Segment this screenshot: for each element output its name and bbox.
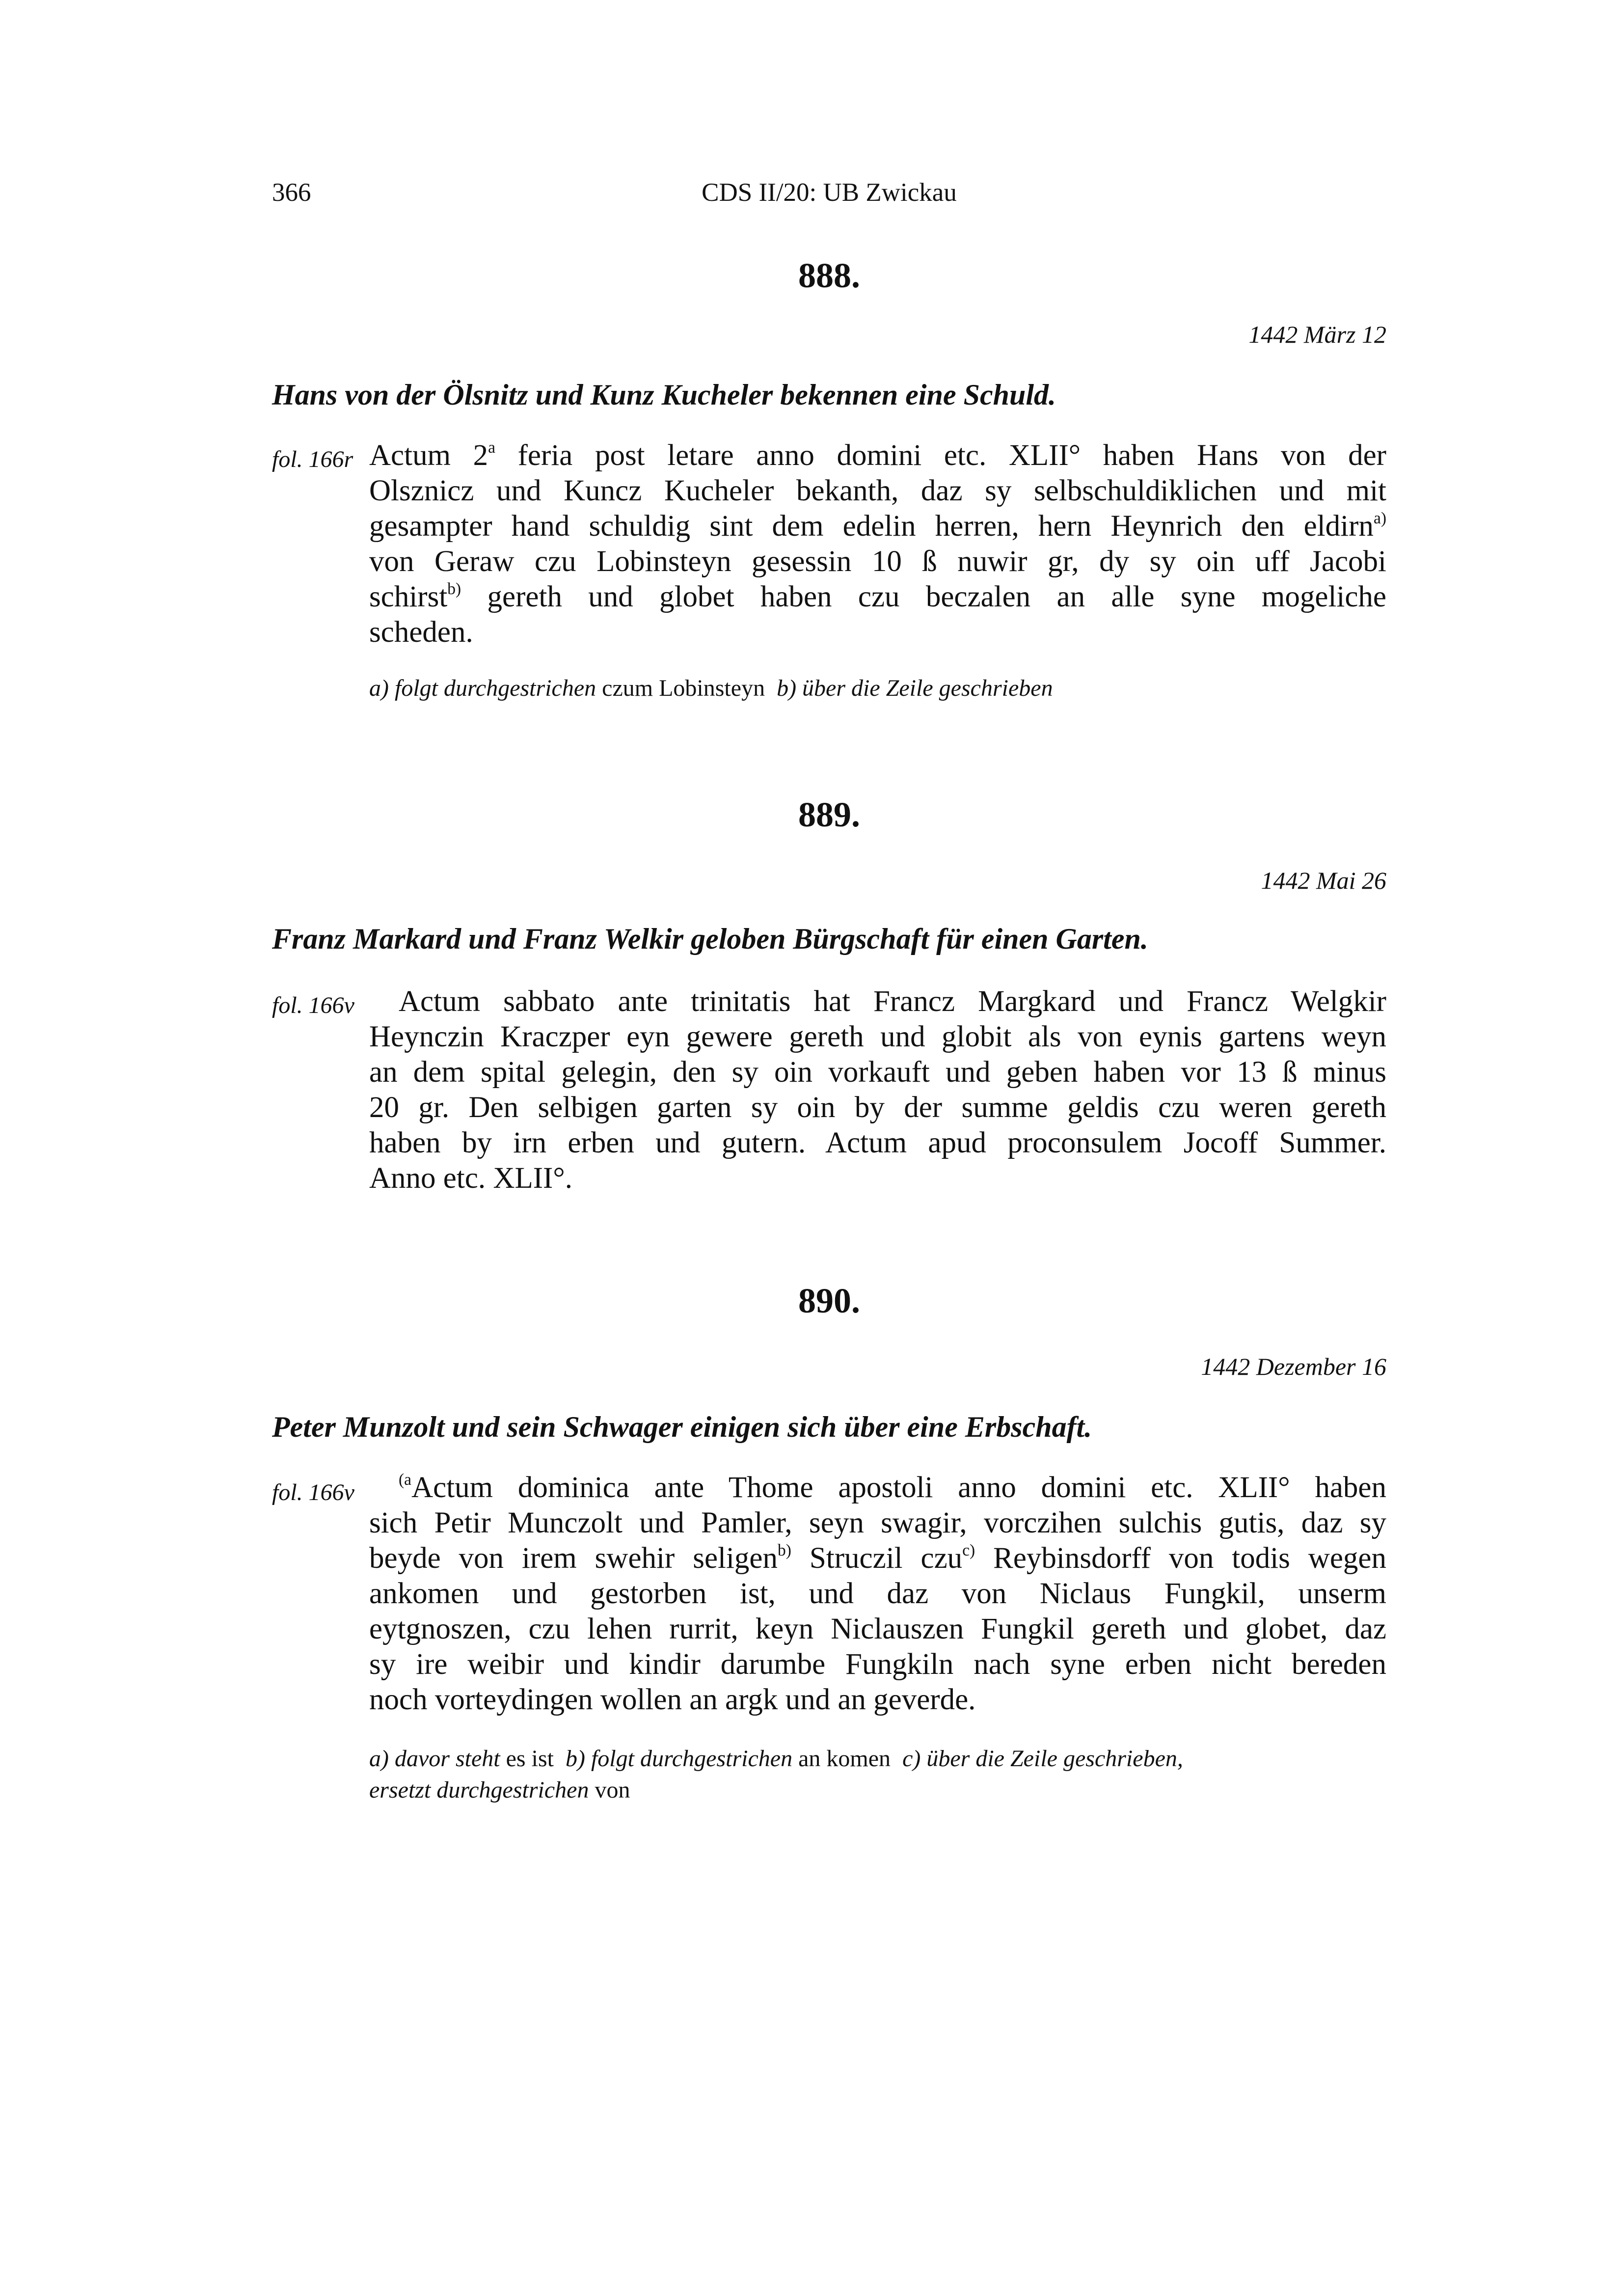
footnote-marker: b) xyxy=(447,579,461,598)
footnote-text: von xyxy=(589,1777,630,1803)
text-line: ankomen und gestorben ist, und daz von Niclaus Fungkil, unserm xyxy=(369,1577,1386,1610)
entry-889 xyxy=(272,794,1386,1236)
folio-reference: fol. 166r xyxy=(272,446,353,472)
text-line: 20 gr. Den selbigen garten sy oin by der summe geldis czu weren gereth xyxy=(369,1091,1386,1124)
text-line: noch vorteydingen wollen an argk und an geverde. xyxy=(369,1683,976,1716)
folio-reference: fol. 166v xyxy=(272,992,354,1018)
entry-heading: Hans von der Ölsnitz und Kunz Kucheler bekennen eine Schuld. xyxy=(272,379,1056,411)
entry-text xyxy=(369,984,1386,1196)
footnote-label: a) davor steht xyxy=(369,1746,500,1772)
text-line: gesampter hand schuldig sint dem edelin herren, hern Heynrich den eldirn$^{a)}$ xyxy=(369,509,1386,543)
text-line: Heynczin Kraczper eyn gewere gereth und globit als von eynis gartens weyn xyxy=(369,1020,1386,1053)
running-title: CDS II/20: UB Zwickau xyxy=(702,178,957,207)
text-line: sich Petir Munczolt und Pamler, seyn swagir, vorczihen sulchis gutis, daz sy xyxy=(369,1506,1386,1539)
running-head xyxy=(272,178,1386,212)
footnote-marker: a xyxy=(488,438,496,457)
footnote-marker: b) xyxy=(778,1541,791,1559)
text-line: sy ire weibir und kindir darumbe Fungkiln nach syne erben nicht bereden xyxy=(369,1648,1386,1681)
text-line: von Geraw czu Lobinsteyn gesessin 10 ß nuwir gr, dy sy oin uff Jacobi xyxy=(369,545,1386,578)
text-line: eytgnoszen, czu lehen rurrit, keyn Niclauszen Fungkil gereth und globet, daz xyxy=(369,1613,1386,1645)
footnotes xyxy=(369,1743,1386,1806)
footnote-label: ersetzt durchgestrichen xyxy=(369,1777,589,1803)
text-line: schirst$^{b)}$ gereth und globet haben czu beczalen an alle syne mogeliche xyxy=(369,579,1386,613)
text-line: haben by irn erben und gutern. Actum apud proconsulem Jocoff Summer. xyxy=(369,1126,1386,1159)
footnote-line xyxy=(369,1775,1386,1806)
footnote-marker: c) xyxy=(962,1541,975,1559)
entry-date: 1442 März 12 xyxy=(1248,321,1386,348)
entry-heading: Franz Markard und Franz Welkir geloben Bürgschaft für einen Garten. xyxy=(272,923,1148,955)
footnote-label: b) folgt durchgestrichen xyxy=(565,1746,793,1772)
entry-date: 1442 Dezember 16 xyxy=(1201,1353,1386,1380)
footnote-marker: (a xyxy=(399,1470,412,1489)
footnote-label: b) über die Zeile geschrieben xyxy=(777,675,1053,701)
text-line: Olsznicz und Kuncz Kucheler bekanth, daz sy selbschuldiklichen und mit xyxy=(369,474,1386,507)
footnote-label: c) über die Zeile geschrieben, xyxy=(902,1746,1183,1772)
text-line: Anno etc. XLII°. xyxy=(369,1162,572,1195)
entry-date: 1442 Mai 26 xyxy=(1261,867,1386,894)
footnote-text: an komen xyxy=(792,1746,897,1772)
text-line: $^{(a}$Actum dominica ante Thome apostoli anno domini etc. XLII° haben xyxy=(399,1470,1386,1504)
entry-heading: Peter Munzolt und sein Schwager einigen sich über eine Erbschaft. xyxy=(272,1411,1092,1443)
text-line: Actum sabbato ante trinitatis hat Francz Margkard und Francz Welgkir xyxy=(399,985,1386,1018)
text-line: Actum 2$^a$ feria post letare anno domini etc. XLII° haben Hans von der xyxy=(369,438,1386,472)
entry-text xyxy=(369,1470,1386,1718)
footnote-line xyxy=(369,1743,1386,1775)
page-number: 366 xyxy=(272,178,311,207)
footnote-label: a) folgt durchgestrichen xyxy=(369,675,596,701)
text-line: scheden. xyxy=(369,616,473,649)
entry-text xyxy=(369,438,1386,650)
footnote-marker: a) xyxy=(1373,509,1386,527)
entry-number: 889. xyxy=(798,795,860,834)
text-line: beyde von irem swehir seligen$^{b)}$ Struczil czu$^{c)}$ Reybinsdorff von todis wegen xyxy=(369,1541,1387,1575)
folio-reference: fol. 166v xyxy=(272,1479,354,1505)
footnote-text: czum Lobinsteyn xyxy=(596,675,765,701)
footnotes xyxy=(369,673,1386,704)
entry-888 xyxy=(272,255,1386,722)
entry-890 xyxy=(272,1281,1386,1845)
text-line: an dem spital gelegin, den sy oin vorkauft und geben haben vor 13 ß minus xyxy=(369,1056,1386,1089)
entry-number: 888. xyxy=(798,256,860,295)
footnote-text: es ist xyxy=(500,1746,560,1772)
entry-number: 890. xyxy=(798,1281,860,1320)
